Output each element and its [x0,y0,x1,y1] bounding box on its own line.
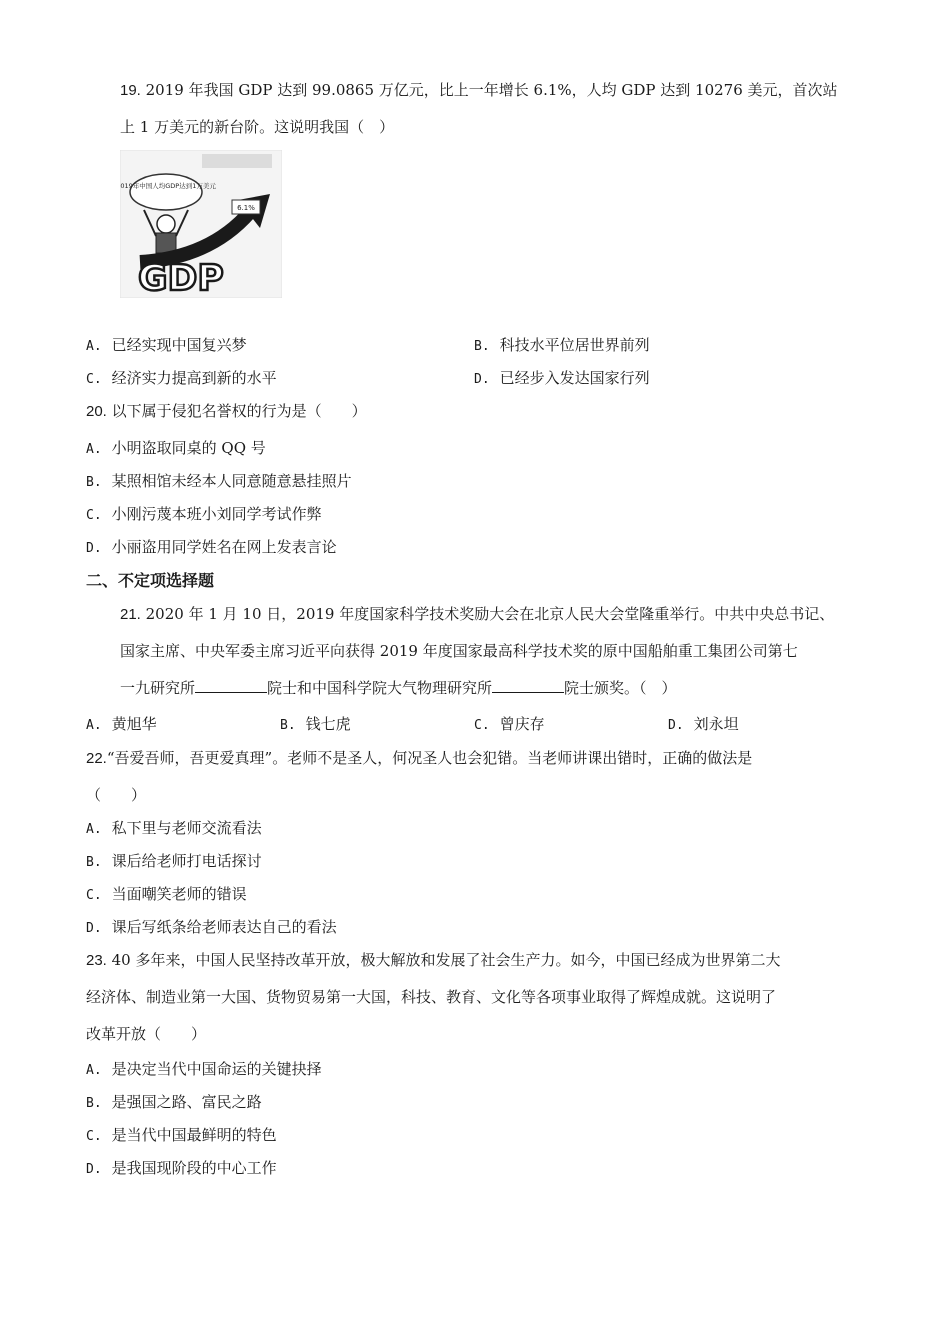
question-19-stem-line-1: 19. 2019 年我国 GDP 达到 99.0865 万亿元，比上一年增长 6.1%，人均 GDP 达到 10276 美元，首次站 [120,81,838,99]
question-21-stem-line-2: 国家主席、中央军委主席习近平向获得 2019 年度国家最高科学技术奖的原中国船舶重工集团公司第七 [120,642,798,660]
q22-option-d[interactable]: D. 课后写纸条给老师表达自己的看法 [86,918,337,936]
figure-rate-label: 6.1% [237,204,255,212]
question-21-stem-line-1: 21. 2020 年 1 月 10 日，2019 年度国家科学技术奖励大会在北京人民大会堂隆重举行。中共中央总书记、 [120,605,835,623]
question-number: 23. [86,952,107,969]
question-23-stem-line-1: 23. 40 多年来，中国人民坚持改革开放，极大解放和发展了社会生产力。如今，中国已经成为世界第二大 [86,951,781,969]
question-23 [86,942,876,1053]
q23-option-a[interactable]: A. 是决定当代中国命运的关键抉择 [86,1060,322,1078]
question-21-stem-line-3: 一九研究所 院士和中国科学院大气物理研究所 院士颁奖。（ ） [120,679,677,697]
q22-option-c[interactable]: C. 当面嘲笑老师的错误 [86,885,247,903]
q23-option-c[interactable]: C. 是当代中国最鲜明的特色 [86,1126,277,1144]
question-21 [86,596,876,707]
q20-option-b[interactable]: B. 某照相馆未经本人同意随意悬挂照片 [86,472,352,490]
question-number: 19. [120,82,141,99]
answer-blank-1[interactable] [195,678,267,693]
q21-option-a[interactable]: A. 黄旭华 [86,715,157,733]
figure-banner-text: 2019年中国人均GDP达到1万美元 [120,182,216,190]
q21-option-d[interactable]: D. 刘永坦 [668,715,739,733]
question-19 [86,72,876,146]
question-22-stem-line-2: （ ） [86,786,147,804]
question-number: 21. [120,606,141,623]
question-20-stem: 20. 以下属于侵犯名誉权的行为是（ ） [86,402,367,420]
question-22 [86,740,876,814]
gdp-cartoon-figure [120,150,282,298]
figure-gdp-text: GDP [138,258,224,298]
q23-option-d[interactable]: D. 是我国现阶段的中心工作 [86,1159,277,1177]
section-title: 二、不定项选择题 [86,571,215,590]
question-number: 20. [86,403,107,420]
q19-option-a[interactable]: A. 已经实现中国复兴梦 [86,336,247,354]
q21-option-b[interactable]: B. 钱七虎 [280,715,351,733]
question-number: 22. [86,750,107,767]
q19-option-b[interactable]: B. 科技水平位居世界前列 [474,336,650,354]
q22-option-a[interactable]: A. 私下里与老师交流看法 [86,819,262,837]
q19-option-d[interactable]: D. 已经步入发达国家行列 [474,369,650,387]
q19-option-c[interactable]: C. 经济实力提高到新的水平 [86,369,277,387]
q22-option-b[interactable]: B. 课后给老师打电话探讨 [86,852,262,870]
q20-option-d[interactable]: D. 小丽盗用同学姓名在网上发表言论 [86,538,337,556]
gdp-cartoon-illustration [120,150,282,298]
answer-blank-2[interactable] [492,678,564,693]
q20-option-a[interactable]: A. 小明盗取同桌的 QQ 号 [86,439,266,457]
question-19-stem-line-2: 上 1 万美元的新台阶。这说明我国（ ） [120,118,395,136]
q20-option-c[interactable]: C. 小刚污蔑本班小刘同学考试作弊 [86,505,322,523]
q23-option-b[interactable]: B. 是强国之路、富民之路 [86,1093,262,1111]
question-23-stem-line-3: 改革开放（ ） [86,1025,207,1043]
question-23-stem-line-2: 经济体、制造业第一大国、货物贸易第一大国，科技、教育、文化等各项事业取得了辉煌成就。这说明了 [86,988,777,1006]
q21-option-c[interactable]: C. 曾庆存 [474,715,545,733]
question-22-stem-line-1: 22.“吾爱吾师，吾更爱真理”。老师不是圣人，何况圣人也会犯错。当老师讲课出错时，正确的做法是 [86,749,753,767]
